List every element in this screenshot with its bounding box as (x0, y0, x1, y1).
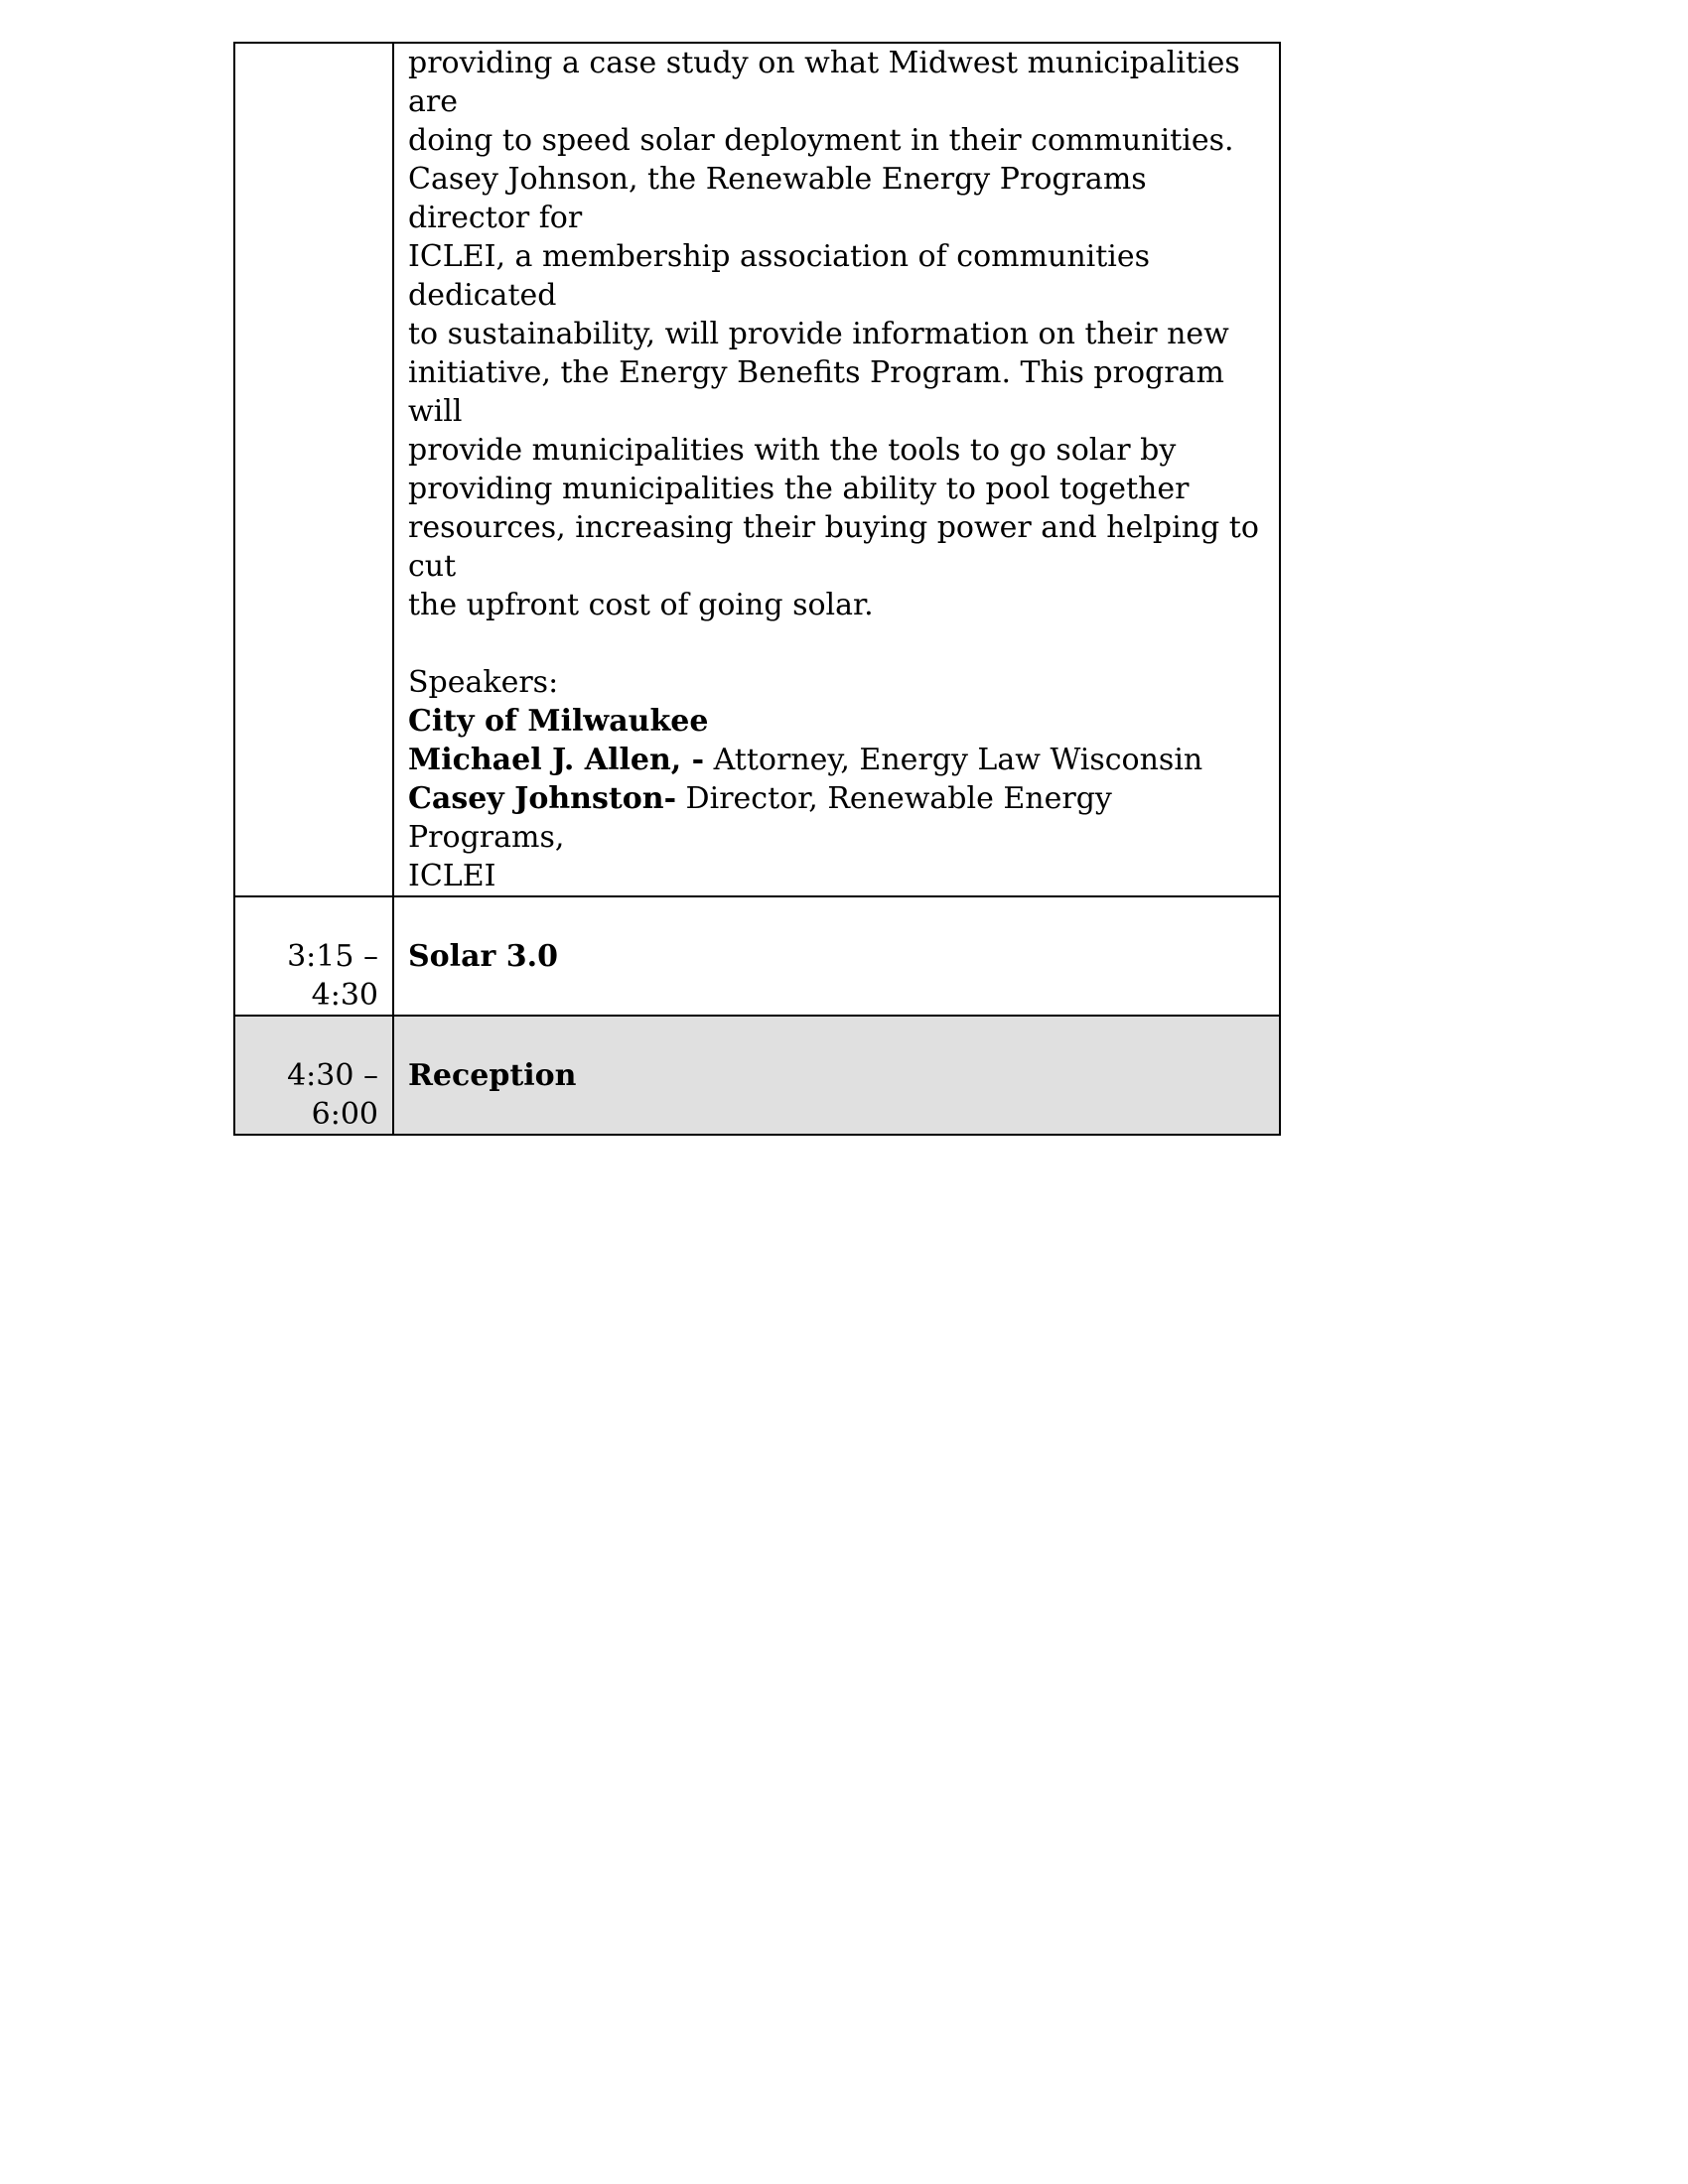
speaker-role: Attorney, Energy Law Wisconsin (704, 743, 1203, 777)
time-cell (234, 1016, 393, 1135)
time-start: 3:15 – (287, 939, 378, 974)
description-line: ICLEI, a membership association of communities dedicated (408, 239, 1151, 313)
description-line: providing a case study on what Midwest municipalities are (408, 46, 1240, 119)
agenda-table (233, 42, 1281, 1136)
session-description (408, 44, 1269, 624)
description-line: provide municipalities with the tools to go solar by (408, 433, 1177, 468)
agenda-row-reception (234, 1016, 1280, 1135)
description-line: providing municipalities the ability to pool together (408, 472, 1190, 506)
speaker-role: ICLEI (408, 859, 496, 893)
description-line: initiative, the Energy Benefits Program. This program will (408, 355, 1224, 429)
speaker-role: Director, Renewable Energy Programs, (408, 781, 1112, 855)
speakers-label: Speakers: (408, 665, 559, 700)
session-title: Reception (393, 1016, 1280, 1135)
time-start: 4:30 – (287, 1058, 378, 1093)
description-line: resources, increasing their buying power and helping to cut (408, 510, 1259, 584)
session-title: Solar 3.0 (393, 896, 1280, 1016)
speaker-name: City of Milwaukee (408, 704, 709, 739)
speaker-entry (408, 702, 1269, 741)
description-line: doing to speed solar deployment in their communities. (408, 123, 1234, 158)
speaker-name: Casey Johnston- (408, 781, 677, 816)
time-cell (234, 896, 393, 1016)
agenda-row-solar (234, 896, 1280, 1016)
speaker-entry (408, 779, 1269, 857)
description-line: the upfront cost of going solar. (408, 588, 874, 622)
time-end: 4:30 (311, 978, 378, 1013)
time-end: 6:00 (311, 1097, 378, 1132)
spacer (408, 624, 1269, 663)
description-line: Casey Johnson, the Renewable Energy Programs director for (408, 162, 1147, 235)
session-description-cell (393, 43, 1280, 896)
time-cell-empty (234, 43, 393, 896)
description-line: to sustainability, will provide information on their new (408, 317, 1229, 351)
speaker-entry (408, 857, 1269, 895)
speaker-name: Michael J. Allen, - (408, 743, 705, 777)
speaker-entry (408, 741, 1269, 779)
agenda-row-session-continued (234, 43, 1280, 896)
